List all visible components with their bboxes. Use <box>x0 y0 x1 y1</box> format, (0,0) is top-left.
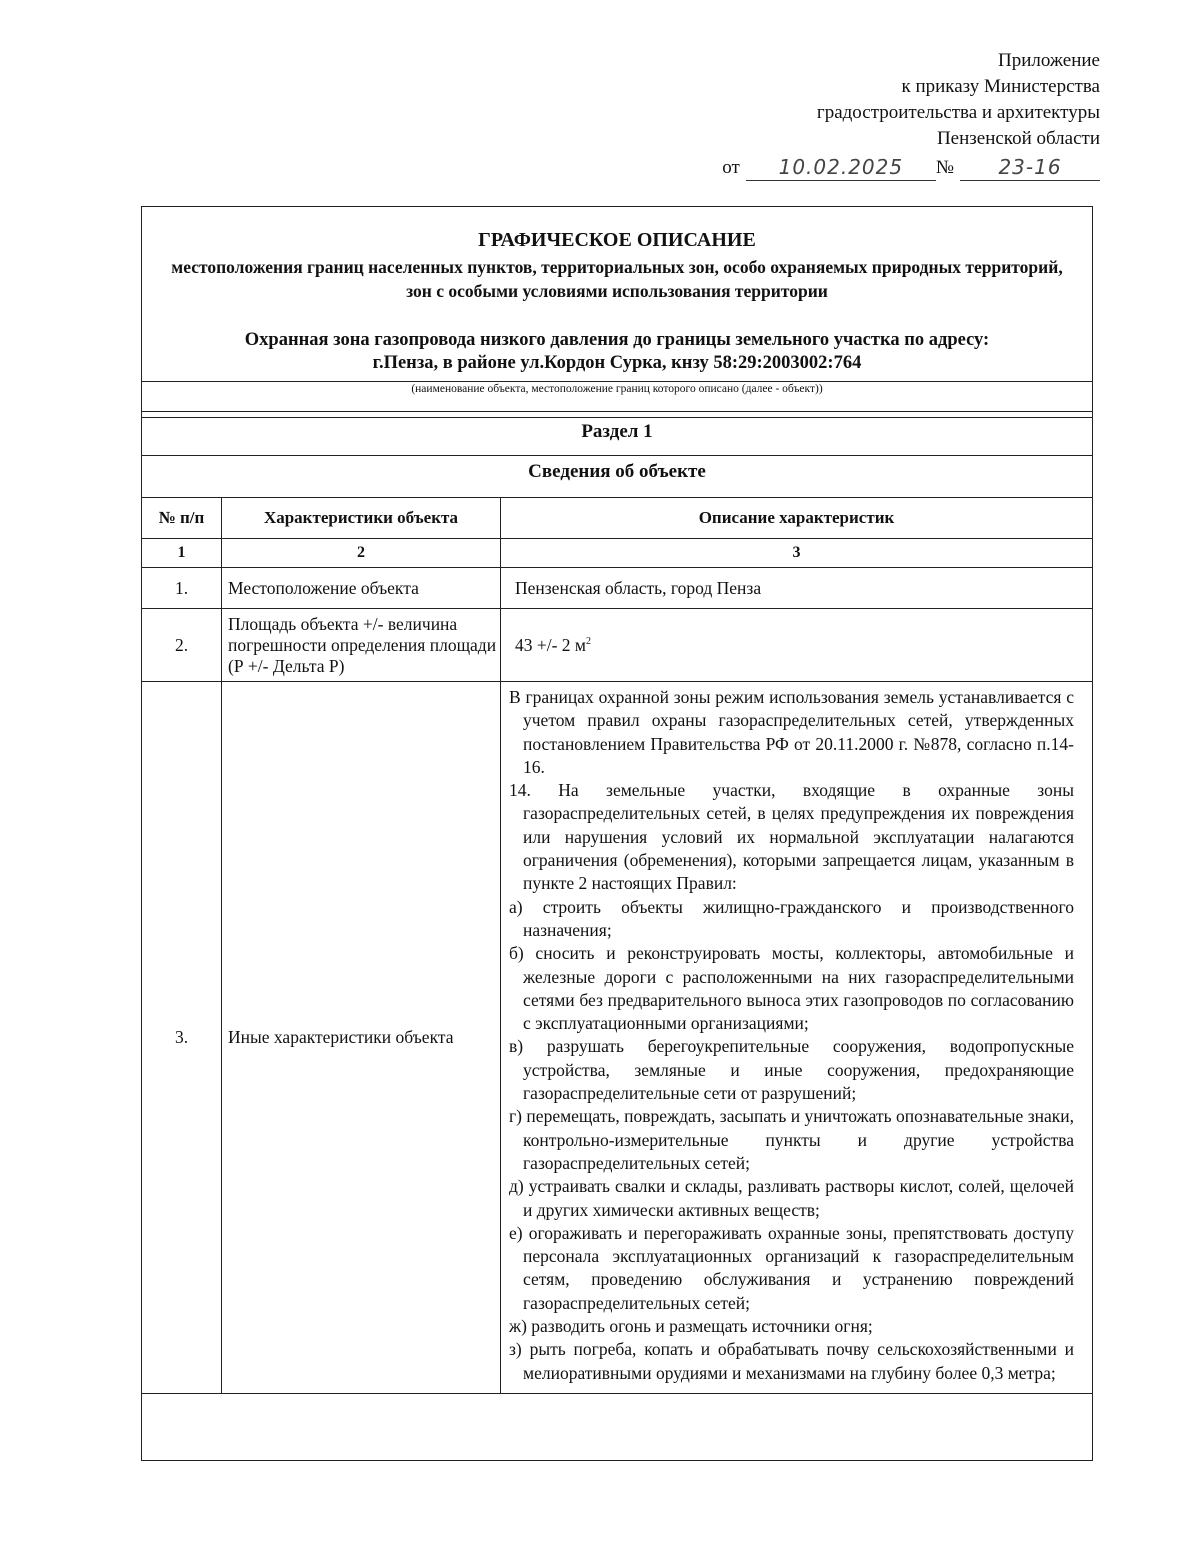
row-num: 3. <box>142 682 222 1394</box>
document-title: ГРАФИЧЕСКОЕ ОПИСАНИЕ <box>478 229 756 251</box>
object-name <box>162 329 1072 375</box>
appendix-line: градостроительства и архитектуры <box>816 102 1100 123</box>
section-title: Раздел 1 <box>581 421 653 442</box>
row-description <box>501 682 1093 1394</box>
paragraph: б) сносить и реконструировать мосты, коллекторы, автомобильные и железные дороги с расположенными на них газораспределительными сетями без предварительного выноса этих газопроводов по согласованию с эксплуатационными организациями; <box>509 943 1079 1034</box>
colnum-3: 3 <box>501 539 1093 568</box>
order-date-number <box>680 154 1100 181</box>
document-header <box>142 207 1092 395</box>
paragraph: д) устраивать свалки и склады, разливать растворы кислот, солей, щелочей и других химически активных веществ; <box>509 1176 1079 1220</box>
section-subtitle: Сведения об объекте <box>528 461 706 482</box>
table-row <box>142 568 1093 609</box>
divider <box>142 417 1092 418</box>
appendix-line: Пензенской области <box>936 128 1100 149</box>
handwritten-date: 10.02.2025 <box>746 154 936 181</box>
row-description: Пензенская область, город Пенза <box>501 568 1093 609</box>
header-description: Описание характеристик <box>501 498 1093 539</box>
row-characteristic: Площадь объекта +/- величина погрешности определения площади (Р +/- Дельта Р) <box>222 609 501 682</box>
paragraph: В границах охранной зоны режим использования земель устанавливается с учетом правил охраны газораспределительных сетей, утвержденных постановлением Правительства РФ от 20.11.2000 г. №878, согласно п.14-16. <box>509 687 1079 777</box>
area-unit-superscript: 2 <box>586 635 592 647</box>
row-num: 1. <box>142 568 222 609</box>
row-characteristic: Местоположение объекта <box>222 568 501 609</box>
document-frame <box>141 206 1093 1461</box>
paragraph: 14. На земельные участки, входящие в охранные зоны газораспределительных сетей, в целях предупреждения их повреждения или нарушения условий их нормальной эксплуатации налагаются ограничения (обременения), которыми запрещается лицам, указанным в пункте 2 настоящих Правил: <box>509 780 1079 894</box>
header-characteristics: Характеристики объекта <box>222 498 501 539</box>
colnum-1: 1 <box>142 539 222 568</box>
document-subtitle: местоположения границ населенных пунктов, территориальных зон, особо охраняемых природных территорий, зон с особыми условиями использования территории <box>171 257 1068 301</box>
colnum-2: 2 <box>222 539 501 568</box>
table-header-row <box>142 498 1093 539</box>
table-row <box>142 682 1093 1394</box>
restrictions-text <box>509 686 1079 1385</box>
table-row <box>142 609 1093 682</box>
divider <box>142 381 1092 382</box>
date-prefix: от <box>722 157 740 178</box>
object-name-line: г.Пенза, в районе ул.Кордон Сурка, кнзу 58:29:2003002:764 <box>372 353 862 373</box>
appendix-block <box>680 48 1100 181</box>
divider <box>142 411 1092 412</box>
row-num: 2. <box>142 609 222 682</box>
row-characteristic: Иные характеристики объекта <box>222 682 501 1394</box>
table-colnum-row <box>142 539 1093 568</box>
paragraph: з) рыть погреба, копать и обрабатывать почву сельскохозяйственными и мелиоративными орудиями и механизмами на глубину более 0,3 метра; <box>509 1339 1079 1383</box>
paragraph: г) перемещать, повреждать, засыпать и уничтожать опознавательные знаки, контрольно-измерительные пункты и другие устройства газораспределительных сетей; <box>509 1106 1079 1173</box>
appendix-line: Приложение <box>998 50 1100 71</box>
header-num: № п/п <box>142 498 222 539</box>
paragraph: в) разрушать берегоукрепительные сооружения, водопропускные устройства, земляные и иные сооружения, предохраняющие газораспределительные сети от разрушений; <box>509 1036 1079 1104</box>
paragraph: а) строить объекты жилищно-гражданского и производственного назначения; <box>509 896 1079 940</box>
area-value: 43 +/- 2 м <box>515 634 587 655</box>
number-prefix: № <box>935 157 954 178</box>
object-info-table <box>141 497 1093 1394</box>
object-name-line: Охранная зона газопровода низкого давления до границы земельного участка по адресу: <box>244 330 990 350</box>
object-caption: (наименование объекта, местоположение границ которого описано (далее - объект)) <box>411 383 823 395</box>
paragraph: е) огораживать и перегораживать охранные зоны, препятствовать доступу персонала эксплуатационных организаций к газораспределительным сетям, проведению обслуживания и устранению повреждений газораспределительных сетей; <box>509 1222 1079 1313</box>
handwritten-number: 23-16 <box>960 154 1100 181</box>
appendix-line: к приказу Министерства <box>901 76 1100 97</box>
row-description <box>501 609 1093 682</box>
divider <box>142 455 1092 456</box>
paragraph: ж) разводить огонь и размещать источники огня; <box>509 1316 873 1337</box>
